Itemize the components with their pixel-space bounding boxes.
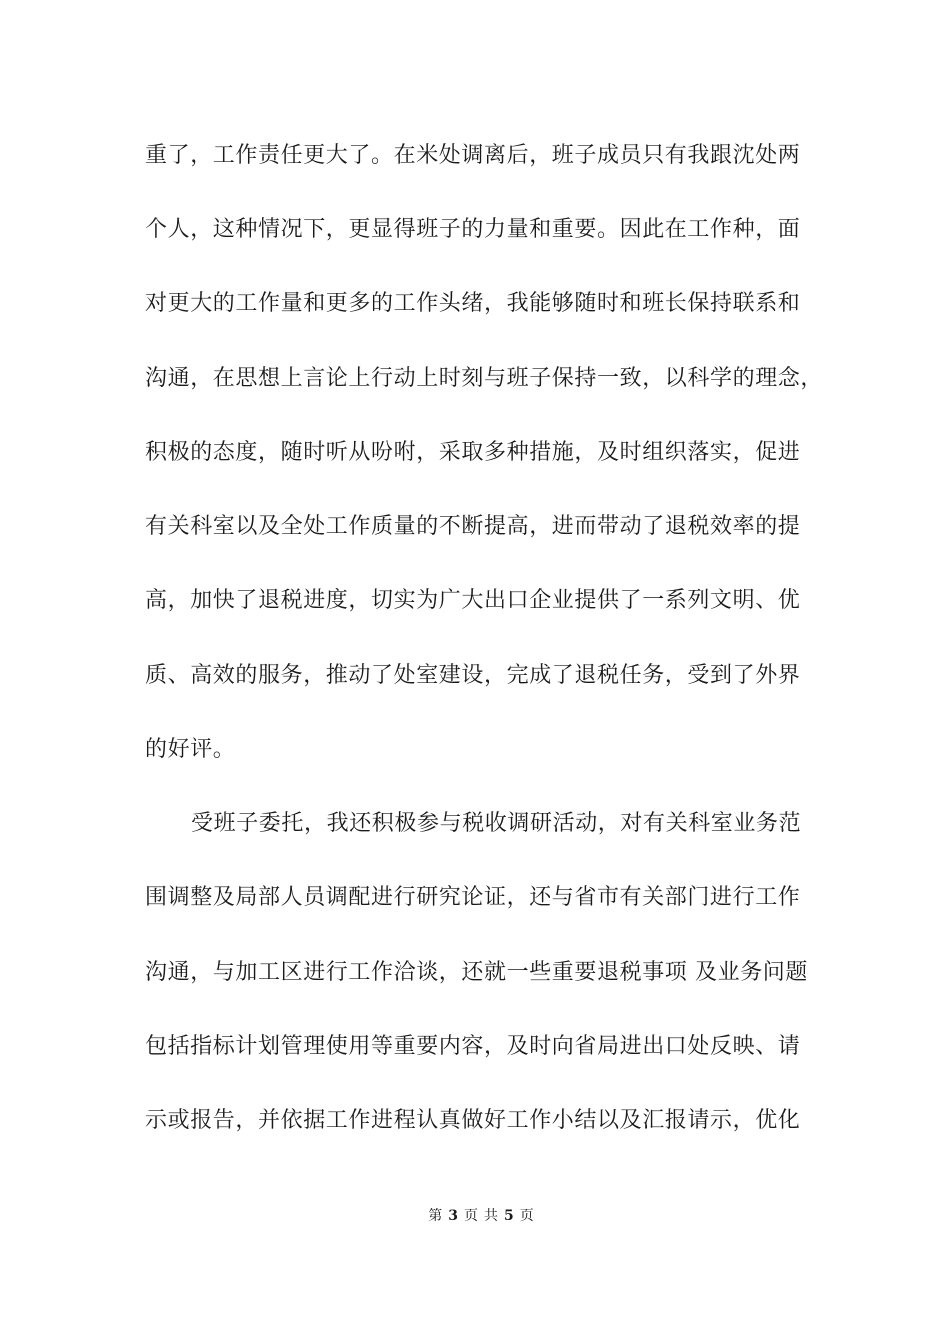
paragraph-start-line: 受班子委托，我还积极参与税收调研活动，对有关科室业务范 [191, 811, 802, 836]
text-line: 个人，这种情况下，更显得班子的力量和重要。因此在工作种，面 [145, 217, 801, 242]
text-line: 包括指标计划管理使用等重要内容，及时向省局进出口处反映、请 [145, 1034, 801, 1059]
page-number-footer [0, 1206, 950, 1226]
text-line: 质、高效的服务，推动了处室建设，完成了退税任务，受到了外界 [145, 663, 801, 688]
total-pages-number: 5 [504, 1208, 514, 1224]
footer-prefix: 第 [428, 1208, 443, 1224]
current-page-number: 3 [448, 1208, 458, 1224]
footer-suffix: 页 [519, 1208, 534, 1224]
text-line: 围调整及局部人员调配进行研究论证，还与省市有关部门进行工作 [145, 885, 801, 910]
text-line: 的好评。 [145, 737, 236, 762]
text-line: 重了，工作责任更大了。在米处调离后，班子成员只有我跟沈处两 [145, 143, 801, 168]
text-line: 高，加快了退税进度，切实为广大出口企业提供了一系列文明、优 [145, 588, 801, 613]
text-line: 示或报告，并依据工作进程认真做好工作小结以及汇报请示，优化 [145, 1108, 801, 1133]
footer-total-label: 共 [484, 1208, 498, 1224]
text-line: 沟通，与加工区进行工作洽谈，还就一些重要退税事项 及业务问题 [145, 960, 808, 985]
text-line: 对更大的工作量和更多的工作头绪，我能够随时和班长保持联系和 [145, 291, 801, 316]
text-line: 积极的态度，随时听从吩咐，采取多种措施，及时组织落实，促进 [145, 440, 801, 465]
text-line: 沟通，在思想上言论上行动上时刻与班子保持一致，以科学的理念， [145, 366, 824, 391]
text-line: 有关科室以及全处工作质量的不断提高，进而带动了退税效率的提 [145, 514, 801, 539]
footer-page-unit: 页 [464, 1208, 478, 1224]
